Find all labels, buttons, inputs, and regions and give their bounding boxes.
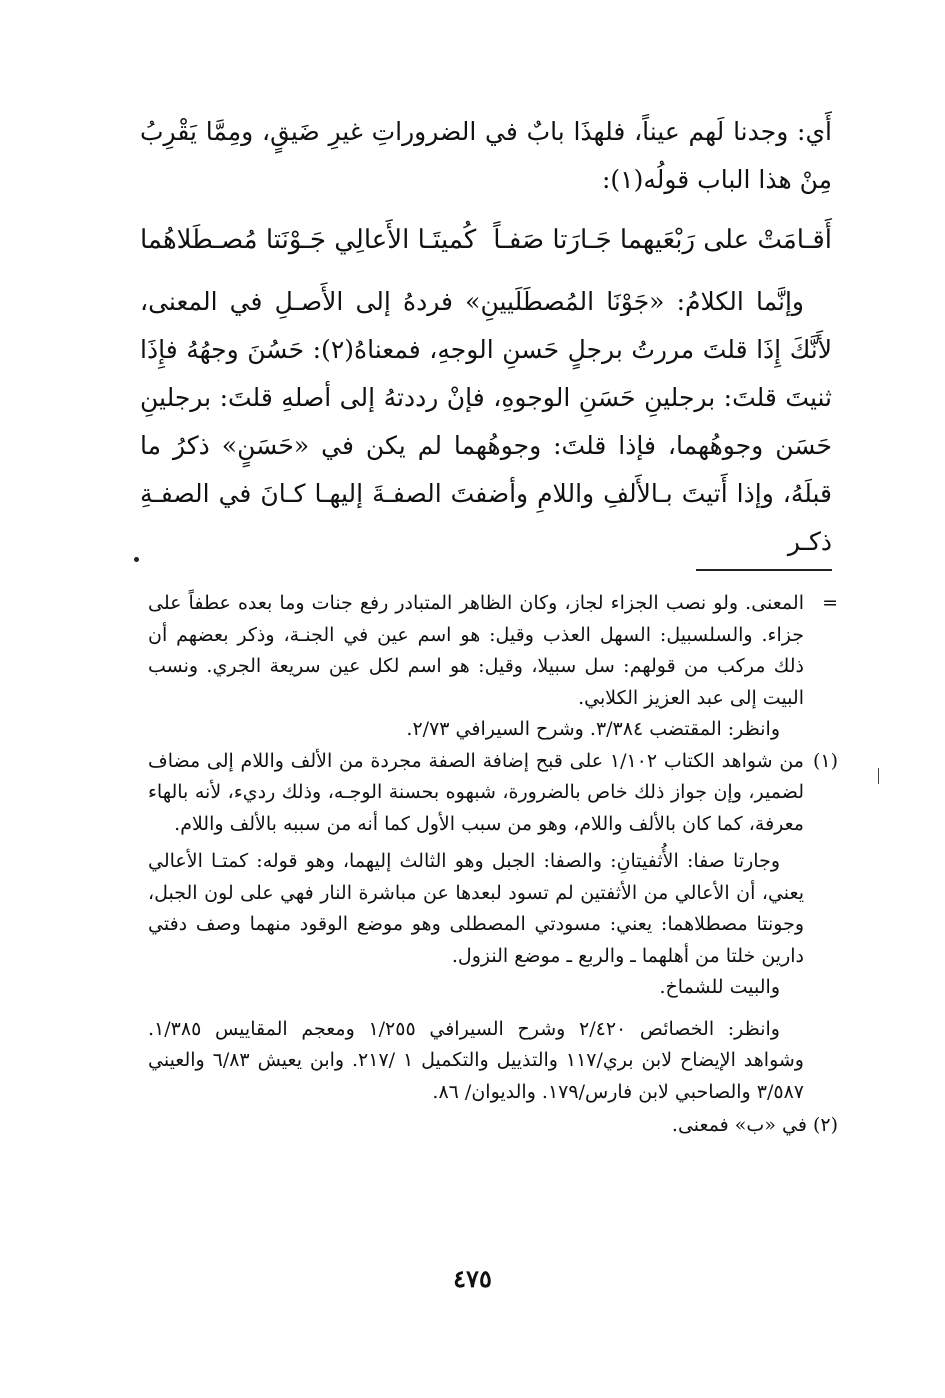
footnote-separator-line xyxy=(696,569,832,571)
footnote-1-gloss: وجارتا صفا: الأُثفيتانِ: والصفا: الجبل وهو الثالث إليهما، وهو قوله: كمتـا الأعالي يعني، أن الأعالي من الأثفتين لم تسود لبعدها عن مباشرة النار فهي على لون الجبل، وجونتا مصطلاهما: يعني: مسودتي المصطلى وهو موضع الوقود منهما وصف دفتي دارين خلتا من أهلهما ـ والربع ـ موضع النزول. xyxy=(148,850,804,967)
paragraph-intro: أَي: وجدنا لَهم عيناً، فلهذَا بابٌ في الضروراتِ غيرِ ضَيقٍ، ومِمَّا يَقْرِبُ مِنْ هذا الباب قولُه(١): xyxy=(140,117,832,194)
paragraph-explanation: وإنَّما الكلامُ: «جَوْنَا المُصطَلَيينِ» فردهُ إلى الأَصـلِ في المعنى، لأَنَّكَ إِذَا قلتَ مررتُ برجلٍ حَسنِ الوجهِ، فمعناهُ(٢): حَسُنَ وجهُهُ فإِذَا ثنيتَ قلتَ: برجلينِ حَسَنِ الوجوهِ، فإنْ رددتهُ إلى أصلهِ قلتَ: برجلينِ حَسَن وجوهُهما، فإذا قلتَ: وجوهُهما لم يكن في «حَسَنٍ» ذكرُ ما قبلَهُ، وإذا أَتيتَ بـالأَلفِ واللامِ وأضفتَ الصفـةَ إليهـا كـانَ في الصفـةِ ذكـر xyxy=(140,287,832,556)
footnote-continuation-references: وانظر: المقتضب ٣/٣٨٤. وشرح السيرافي ٢/٧٣. xyxy=(406,718,780,740)
footnote-1-attribution: والبيت للشماخ. xyxy=(659,976,780,998)
footnote-1-marker: (١) xyxy=(812,749,838,772)
poetry-verse xyxy=(140,216,832,264)
verse-second-hemistich: كُميتَـا الأَعالِي جَـوْنَتا مُصـطَلاهُما xyxy=(140,225,477,255)
footnote-1 xyxy=(148,746,838,841)
footnote-continuation-text: المعنى. ولو نصب الجزاء لجاز، وكان الظاهر المتبادر رفع جنات وما بعده عطفاً على جزاء. والسلسبيل: السهل العذب وقيل: هو اسم عين في الجنـة، وذكر بعضهم أن ذلك مركب من قولهم: سل سبيلا، وقيل: هو اسم لكل عين سريعة الجري. ونسب البيت إلى عبد العزيز الكلابي. xyxy=(148,592,804,709)
verse-first-hemistich: أَقـامَتْ على رَبْعَيهما جَـارَتا صَفـاً xyxy=(493,225,832,255)
main-text-block xyxy=(140,108,832,566)
margin-dot xyxy=(134,557,139,562)
footnote-1-references: وانظر: الخصائص ٢/٤٢٠ وشرح السيرافي ١/٢٥٥ ومعجم المقاييس ١/٣٨٥. وشواهد الإيضاح لابن بري/١١٧ والتذييل والتكميل ١ /٢١٧. وابن يعيش ٦/٨٣ والعيني ٣/٥٨٧ والصاحبي لابن فارس/١٧٩. والديوان/ ٨٦. xyxy=(148,1017,804,1103)
page-number: ٤٧٥ xyxy=(453,1264,492,1293)
footnote-continuation xyxy=(148,588,838,714)
continuation-marker: = xyxy=(822,592,838,614)
footnotes-block xyxy=(148,588,838,1142)
margin-tick-mark xyxy=(878,768,879,784)
footnote-1-text: من شواهد الكتاب ١/١٠٢ على قبح إضافة الصفة مجردة من الألف واللام إلى مضاف لضمير، وإن جواز ذلك خاص بالضرورة، شبهوه بحسنة الوجـه، وذلك رديء، لأنه بالهاء معرفة، كما كان بالألف واللام، وهو من سبب الأول كما أنه من سببه بالألف واللام. xyxy=(148,749,804,835)
footnote-2: (٢) في «ب» فمعنى. xyxy=(671,1114,838,1136)
